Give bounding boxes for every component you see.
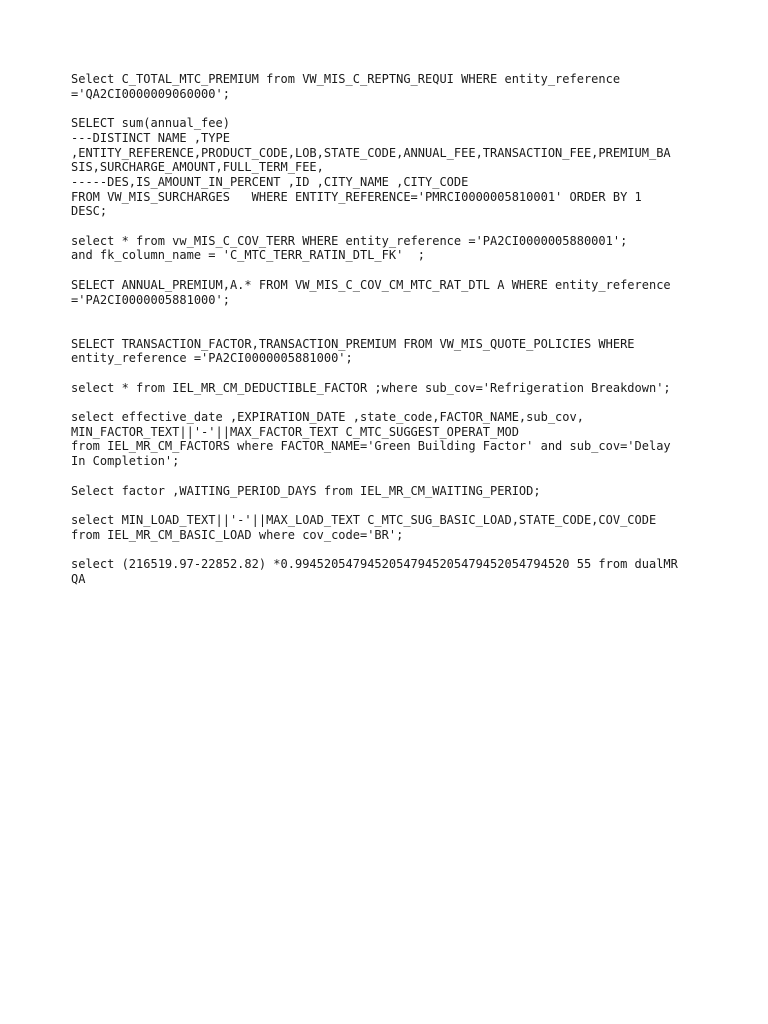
code-line: ='QA2CI0000009060000'; <box>71 86 230 101</box>
sql-statement-7 <box>71 410 711 469</box>
sql-statement-9 <box>71 513 711 542</box>
code-line: from IEL_MR_CM_FACTORS where FACTOR_NAME='Green Building Factor' and sub_cov='Delay <box>71 439 671 454</box>
code-line: In Completion'; <box>71 454 180 469</box>
code-line: ,ENTITY_REFERENCE,PRODUCT_CODE,LOB,STATE_CODE,ANNUAL_FEE,TRANSACTION_FEE,PREMIUM_BA <box>71 145 671 160</box>
code-line: SIS,SURCHARGE_AMOUNT,FULL_TERM_FEE, <box>71 160 324 175</box>
sql-statement-10 <box>71 557 711 586</box>
sql-statement-1 <box>71 72 711 101</box>
code-line: SELECT sum(annual_fee) <box>71 116 230 131</box>
code-line: SELECT ANNUAL_PREMIUM,A.* FROM VW_MIS_C_COV_CM_MTC_RAT_DTL A WHERE entity_reference <box>71 277 671 292</box>
code-line: QA <box>71 571 86 586</box>
code-line: select effective_date ,EXPIRATION_DATE ,state_code,FACTOR_NAME,sub_cov, <box>71 410 584 425</box>
sql-statement-2 <box>71 116 711 219</box>
code-line: ---DISTINCT NAME ,TYPE <box>71 130 230 145</box>
sql-statement-5 <box>71 337 711 366</box>
code-line: select (216519.97-22852.82) *0.99452054794520547945205479452054794520 55 from dualMR <box>71 557 678 572</box>
code-line: Select factor ,WAITING_PERIOD_DAYS from IEL_MR_CM_WAITING_PERIOD; <box>71 483 541 498</box>
code-line: from IEL_MR_CM_BASIC_LOAD where cov_code='BR'; <box>71 527 404 542</box>
sql-statement-3 <box>71 234 711 263</box>
code-line: and fk_column_name = 'C_MTC_TERR_RATIN_DTL_FK' ; <box>71 248 426 263</box>
code-line: select * from vw_MIS_C_COV_TERR WHERE entity_reference ='PA2CI0000005880001'; <box>71 233 628 248</box>
code-line: -----DES,IS_AMOUNT_IN_PERCENT ,ID ,CITY_NAME ,CITY_CODE <box>71 174 469 189</box>
code-line: MIN_FACTOR_TEXT||'-'||MAX_FACTOR_TEXT C_MTC_SUGGEST_OPERAT_MOD <box>71 424 519 439</box>
code-line: select MIN_LOAD_TEXT||'-'||MAX_LOAD_TEXT C_MTC_SUG_BASIC_LOAD,STATE_CODE,COV_CODE <box>71 512 657 527</box>
code-line: SELECT TRANSACTION_FACTOR,TRANSACTION_PREMIUM FROM VW_MIS_QUOTE_POLICIES WHERE <box>71 336 635 351</box>
code-line: DESC; <box>71 204 108 219</box>
sql-statement-4 <box>71 278 711 307</box>
code-line: FROM VW_MIS_SURCHARGES WHERE ENTITY_REFERENCE='PMRCI0000005810001' ORDER BY 1 <box>71 189 642 204</box>
sql-statement-6 <box>71 381 711 396</box>
code-line: Select C_TOTAL_MTC_PREMIUM from VW_MIS_C_REPTNG_REQUI WHERE entity_reference <box>71 72 621 86</box>
code-line: entity_reference ='PA2CI0000005881000'; <box>71 351 353 366</box>
sql-statement-8 <box>71 484 711 499</box>
code-line: select * from IEL_MR_CM_DEDUCTIBLE_FACTOR ;where sub_cov='Refrigeration Breakdown'; <box>71 380 671 395</box>
code-line: ='PA2CI0000005881000'; <box>71 292 230 307</box>
document-page <box>71 72 711 601</box>
